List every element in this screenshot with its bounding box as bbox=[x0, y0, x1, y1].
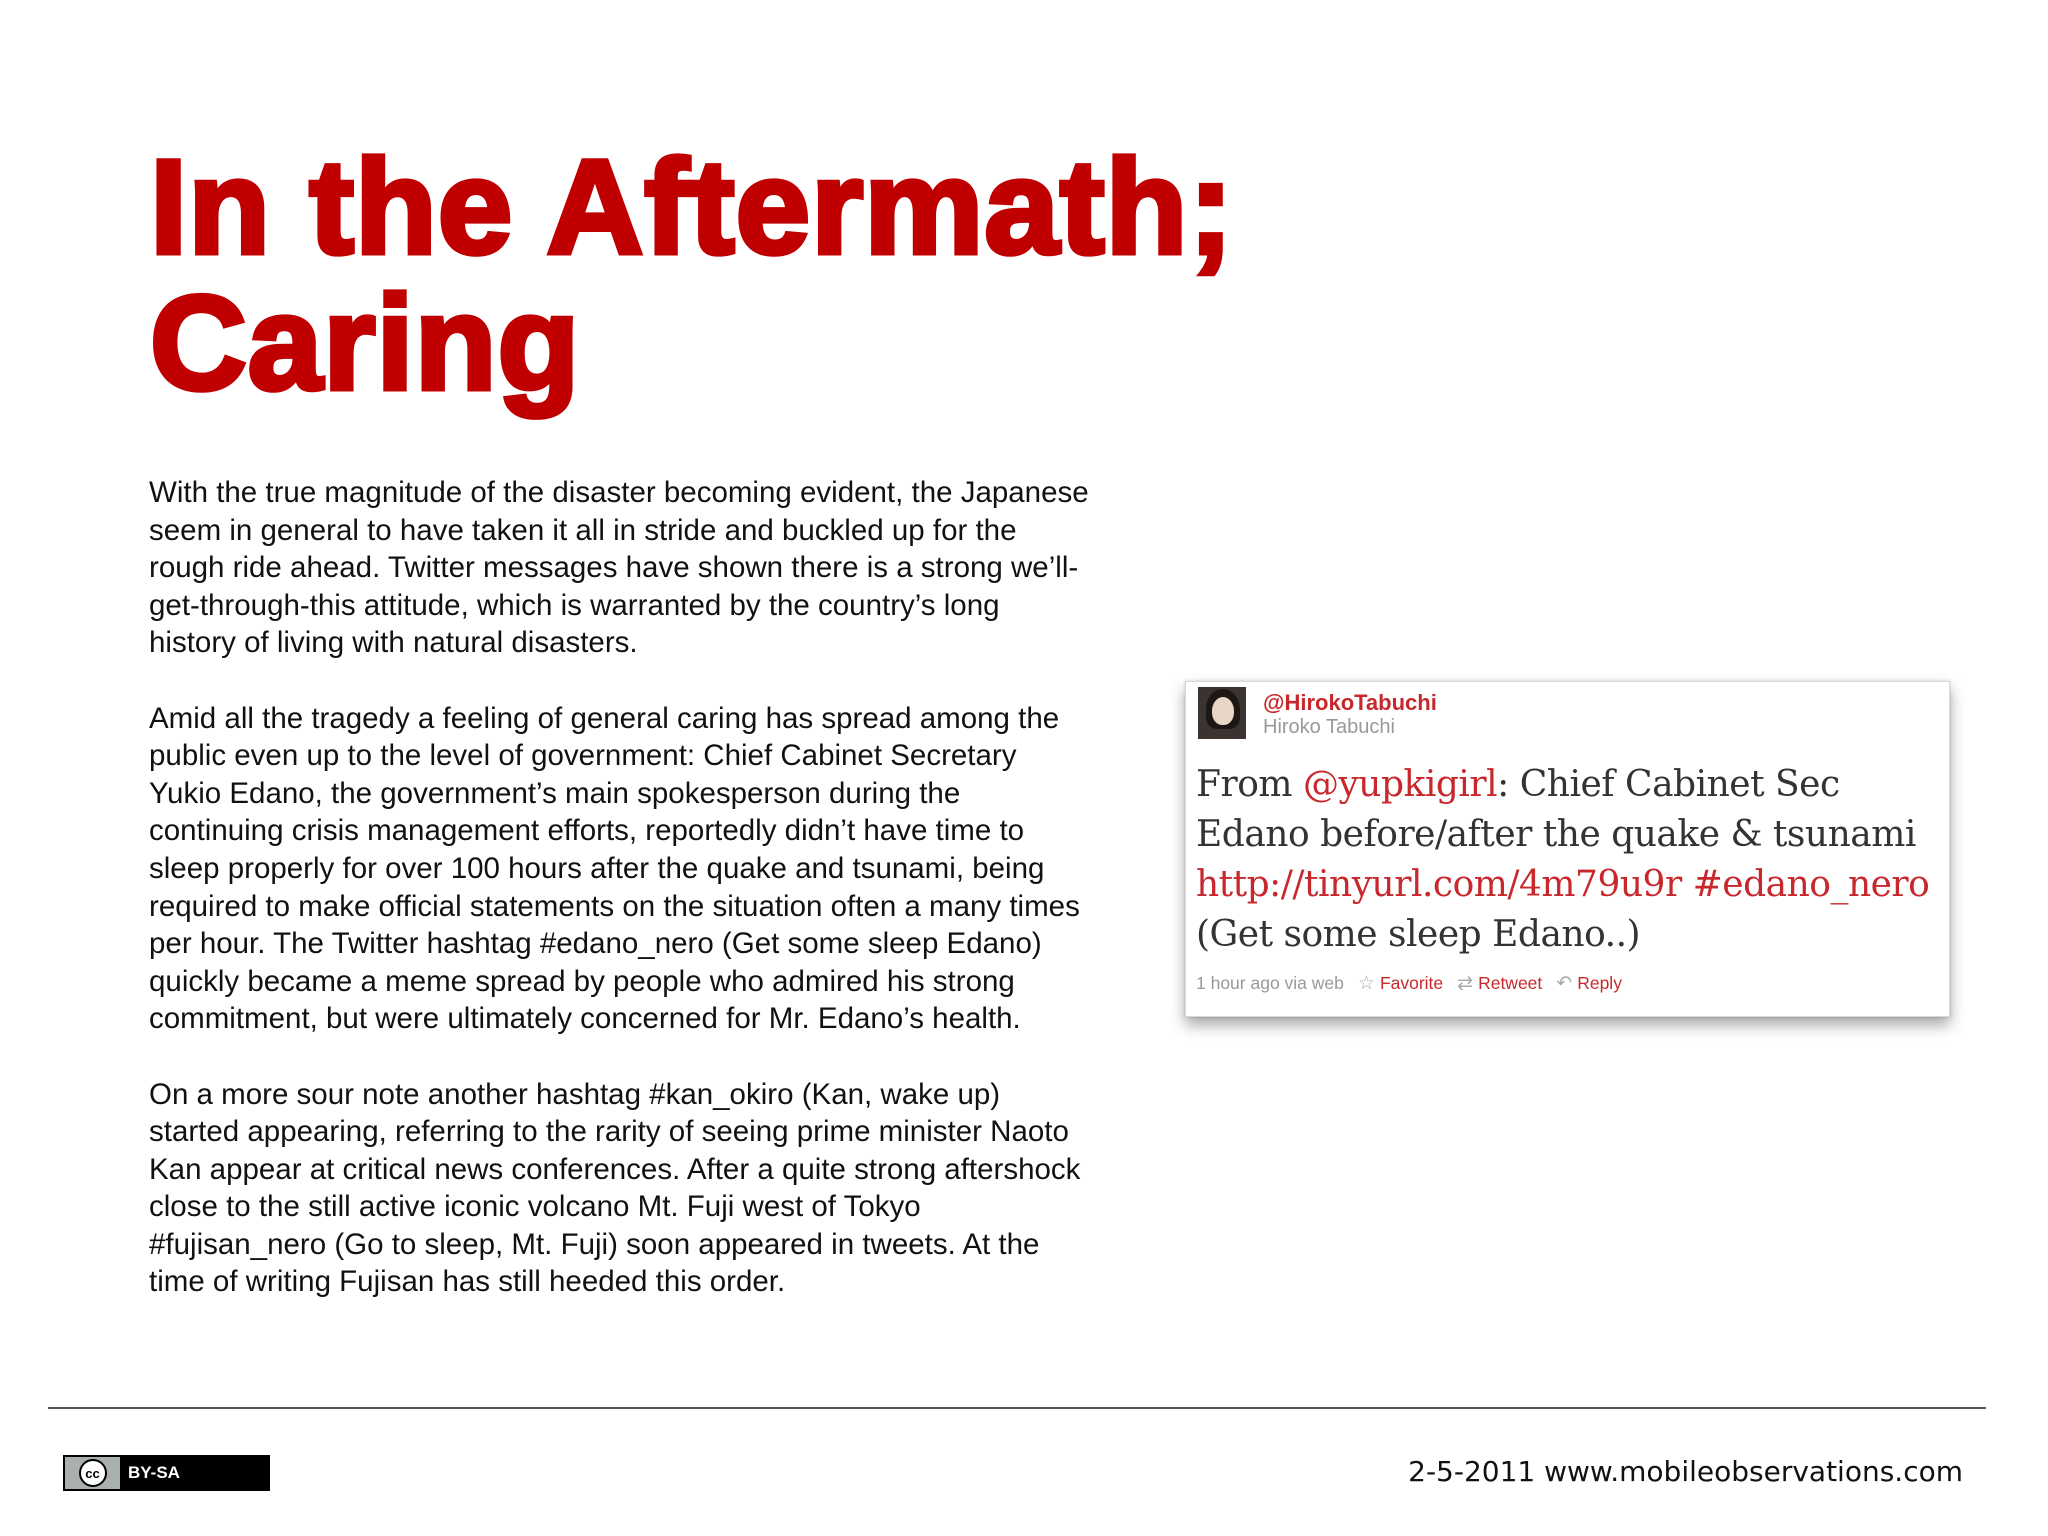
tweet-text-body: : Chief Cabinet Sec Edano before/after the quake & tsunami bbox=[1196, 764, 1916, 855]
body-paragraph-1: With the true magnitude of the disaster becoming evident, the Japanese seem in general to have taken it all in stride and buckled up for the rough ride ahead. Twitter messages have shown there is a strong we’ll-get-through-this attitude, which is warranted by the country’s long history of living with natural disasters. bbox=[149, 476, 1089, 660]
tweet-hashtag-link[interactable]: #edano_nero bbox=[1692, 864, 1930, 905]
retweet-icon: ⇄ bbox=[1457, 973, 1474, 994]
retweet-button[interactable] bbox=[1457, 972, 1542, 995]
star-icon: ☆ bbox=[1357, 973, 1375, 994]
slide-title-line-2: Caring bbox=[150, 269, 581, 418]
avatar bbox=[1198, 687, 1246, 739]
cc-license-badge bbox=[63, 1455, 270, 1491]
reply-button[interactable] bbox=[1556, 972, 1622, 995]
favorite-button[interactable] bbox=[1358, 972, 1443, 995]
body-paragraph-3: On a more sour note another hashtag #kan_okiro (Kan, wake up) started appearing, referring to the rarity of seeing prime minister Naoto Kan appear at critical news conferences. After a quite strong aftershock close to the still active iconic volcano Mt. Fuji west of Tokyo #fujisan_nero (Go to sleep, Mt. Fuji) soon appeared in tweets. At the time of writing Fujisan has still heeded this order. bbox=[149, 1077, 1081, 1299]
tweet-url-link[interactable]: http://tinyurl.com/4m79u9r bbox=[1196, 864, 1682, 905]
slide-title-line-1: In the Aftermath; bbox=[150, 133, 1235, 282]
slide-title bbox=[150, 133, 1350, 418]
footer-divider bbox=[48, 1407, 1986, 1409]
retweet-label: Retweet bbox=[1478, 973, 1543, 993]
tweet-display-name: Hiroko Tabuchi bbox=[1263, 716, 1395, 738]
reply-icon: ↶ bbox=[1556, 973, 1573, 994]
body-text bbox=[149, 474, 1094, 1339]
tweet-text bbox=[1196, 760, 1941, 960]
favorite-label: Favorite bbox=[1379, 973, 1444, 993]
body-paragraph-2: Amid all the tragedy a feeling of general caring has spread among the public even up to the level of government: Chief Cabinet Secretary Yukio Edano, the government’s main spokesperson during the continuing crisis management efforts, reportedly didn’t have time to sleep properly for over 100 hours after the quake and tsunami, being required to make official statements on the situation often a many times per hour. The Twitter hashtag #edano_nero (Get some sleep Edano) quickly became a meme spread by people who admired his strong commitment, but were ultimately concerned for Mr. Edano’s health. bbox=[149, 701, 1080, 1036]
tweet-text-tail: (Get some sleep Edano..) bbox=[1196, 914, 1641, 955]
tweet-mention-link[interactable]: @yupkigirl bbox=[1302, 764, 1498, 805]
footer-date-url: 2-5-2011 www.mobileobservations.com bbox=[1408, 1455, 1963, 1488]
tweet-timestamp: 1 hour ago via web bbox=[1196, 973, 1344, 993]
license-label: BY-SA bbox=[128, 1463, 180, 1482]
tweet-meta bbox=[1196, 972, 1622, 995]
reply-label: Reply bbox=[1577, 973, 1622, 993]
tweet-screenshot bbox=[1185, 681, 1950, 1017]
tweet-handle[interactable]: @HirokoTabuchi bbox=[1263, 690, 1437, 715]
tweet-text-from: From bbox=[1196, 764, 1303, 805]
cc-icon: cc bbox=[79, 1459, 107, 1487]
